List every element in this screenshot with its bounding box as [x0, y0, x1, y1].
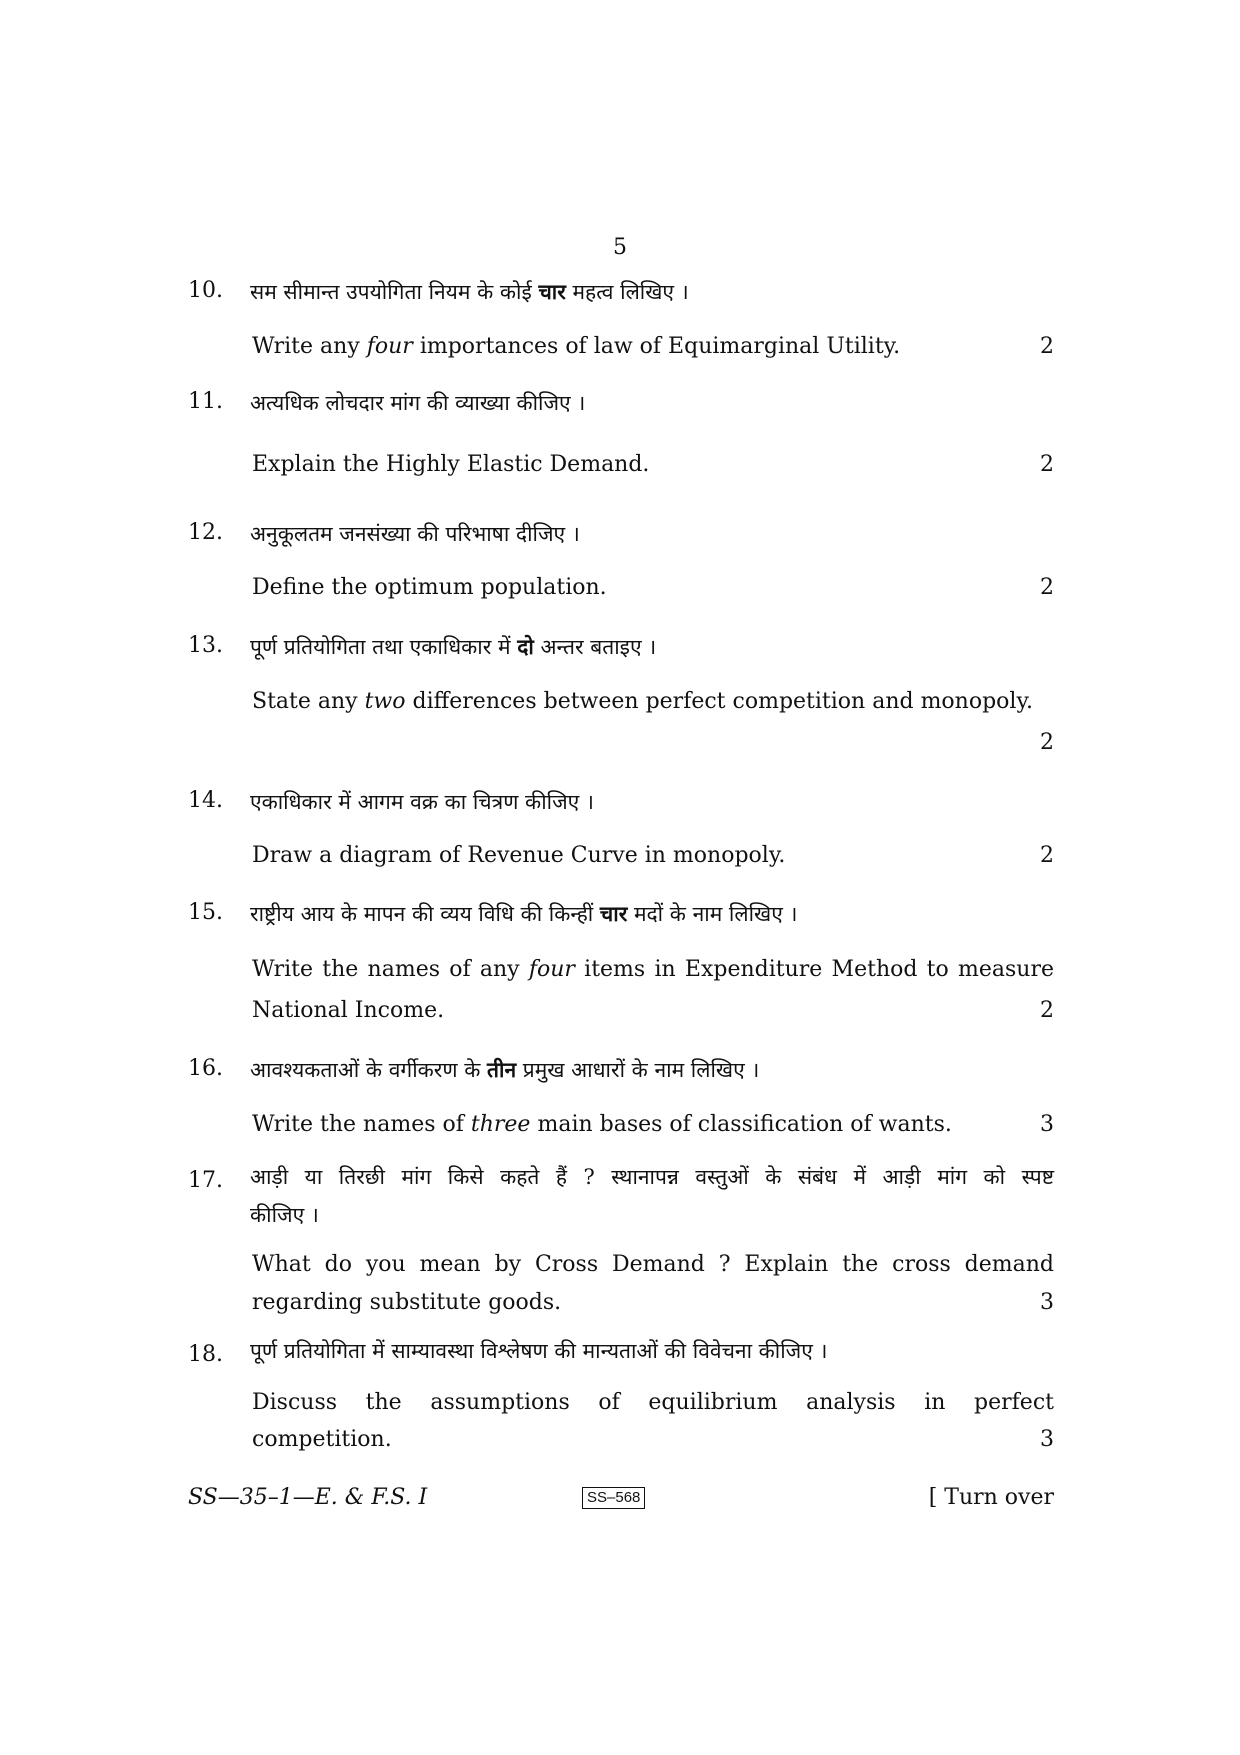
question-12-marks: 2: [1040, 575, 1054, 600]
question-16-english: Write the names of three main bases of classification of wants.: [252, 1112, 952, 1137]
question-16-hindi: आवश्यकताओं के वर्गीकरण के तीन प्रमुख आधारों के नाम लिखिए ।: [250, 1057, 760, 1082]
question-11-english: Explain the Highly Elastic Demand.: [252, 452, 650, 477]
question-10-hindi: सम सीमान्त उपयोगिता नियम के कोई चार महत्व लिखिए ।: [250, 279, 689, 304]
question-13-marks: 2: [1040, 730, 1054, 755]
question-11-hindi: अत्यधिक लोचदार मांग की व्याख्या कीजिए ।: [250, 391, 586, 415]
question-17-hindi: आड़ी या तिरछी मांग किसे कहते हैं ? स्थानापन्न वस्तुओं के संबंध में आड़ी मांग को स्पष्ट: [250, 1165, 1054, 1189]
question-14-marks: 2: [1040, 843, 1054, 868]
question-18-marks: 3: [1040, 1427, 1054, 1452]
question-number: 14.: [188, 788, 223, 813]
question-number: 16.: [188, 1056, 223, 1081]
question-13-english: State any two differences between perfect competition and monopoly.: [252, 689, 1033, 714]
question-14-hindi: एकाधिकार में आगम वक्र का चित्रण कीजिए ।: [250, 790, 594, 814]
question-10-marks: 2: [1040, 334, 1054, 359]
boxed-paper-code: SS–568: [582, 1487, 645, 1509]
question-14-english: Draw a diagram of Revenue Curve in monopoly.: [252, 843, 786, 868]
turn-over-note: [ Turn over: [928, 1485, 1054, 1510]
question-12-hindi: अनुकूलतम जनसंख्या की परिभाषा दीजिए ।: [250, 522, 580, 546]
question-12-english: Define the optimum population.: [252, 575, 607, 600]
question-18-hindi: पूर्ण प्रतियोगिता में साम्यावस्था विश्लेषण की मान्यताओं की विवेचना कीजिए ।: [250, 1339, 828, 1363]
question-13-hindi: पूर्ण प्रतियोगिता तथा एकाधिकार में दो अन्तर बताइए ।: [250, 634, 657, 659]
question-15-hindi: राष्ट्रीय आय के मापन की व्यय विधि की किन्हीं चार मदों के नाम लिखिए ।: [250, 901, 798, 926]
question-number: 13.: [188, 633, 223, 658]
question-number: 11.: [188, 389, 223, 414]
question-number: 17.: [188, 1168, 223, 1193]
question-18-english: Discuss the assumptions of equilibrium analysis in perfect: [252, 1390, 1054, 1415]
question-15-marks: 2: [1040, 998, 1054, 1023]
question-15-english-line2: National Income.: [252, 998, 445, 1023]
question-number: 10.: [188, 278, 223, 303]
question-11-marks: 2: [1040, 452, 1054, 477]
question-18-english-line2: competition.: [252, 1427, 392, 1452]
paper-code: SS—35–1—E. & F.S. I: [188, 1485, 428, 1510]
question-number: 12.: [188, 520, 223, 545]
question-17-english: What do you mean by Cross Demand ? Explain the cross demand: [252, 1252, 1054, 1277]
question-15-english: Write the names of any four items in Expenditure Method to measure: [252, 957, 1054, 982]
question-number: 18.: [188, 1342, 223, 1367]
question-10-english: Write any four importances of law of Equimarginal Utility.: [252, 334, 901, 359]
page-number: 5: [613, 235, 627, 260]
question-number: 15.: [188, 900, 223, 925]
question-17-marks: 3: [1040, 1290, 1054, 1315]
question-16-marks: 3: [1040, 1112, 1054, 1137]
question-17-hindi-line2: कीजिए ।: [250, 1203, 319, 1227]
question-17-english-line2: regarding substitute goods.: [252, 1290, 562, 1315]
